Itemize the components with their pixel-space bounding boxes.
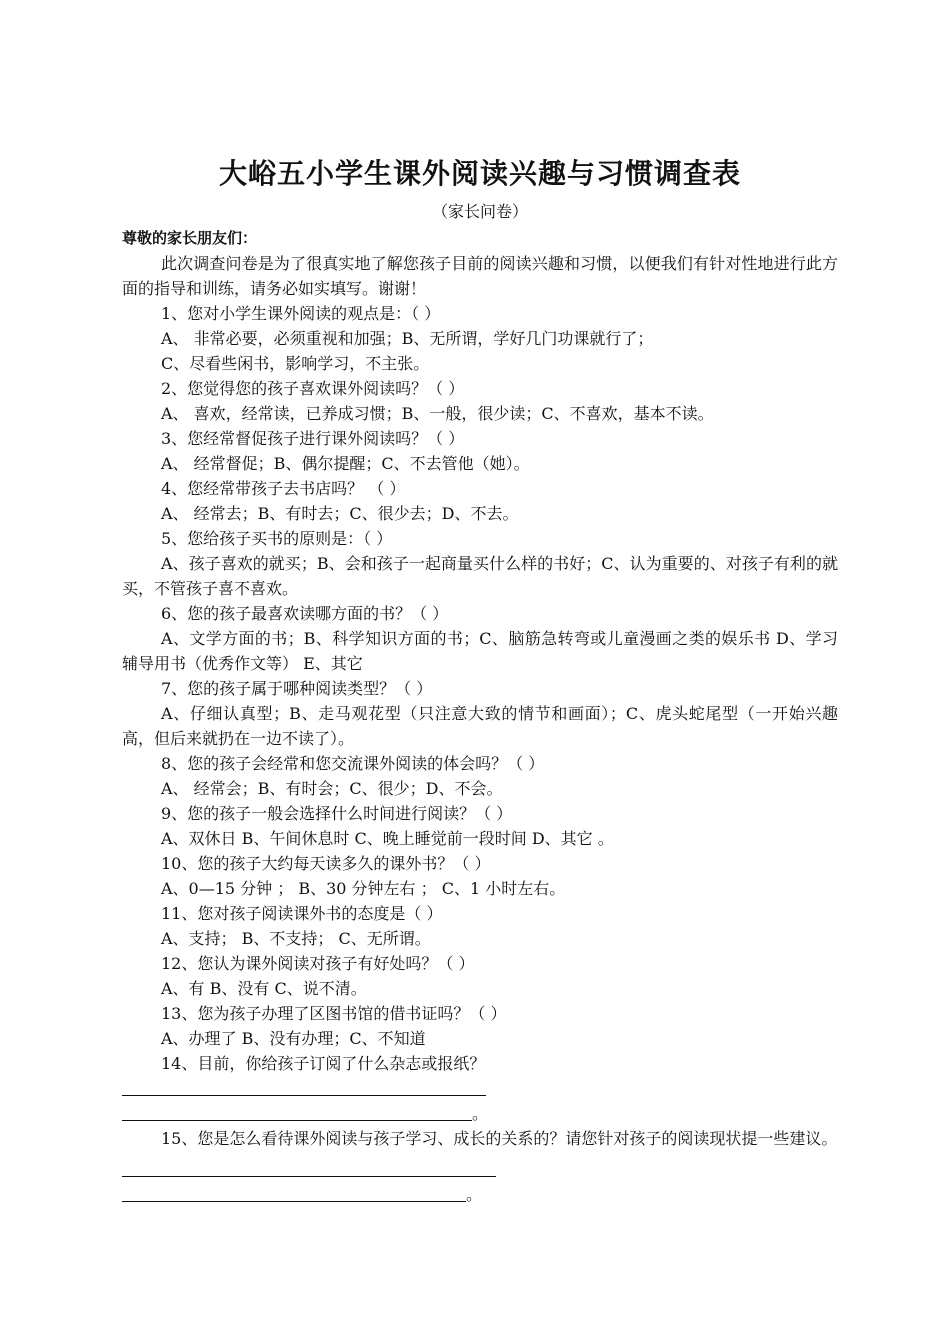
question-6-options: A、文学方面的书；B、科学知识方面的书；C、脑筋急转弯或儿童漫画之类的娱乐书 D、学习辅导用书（优秀作文等） E、其它 xyxy=(122,629,838,673)
question-1-options-a: A、 非常必要，必须重视和加强；B、无所谓，学好几门功课就行了； xyxy=(161,329,654,348)
question-7: 7、您的孩子属于哪种阅读类型？（ ） xyxy=(161,679,433,698)
questionnaire-body xyxy=(122,226,838,1207)
question-3-options: A、 经常督促；B、偶尔提醒；C、不去管他（她）。 xyxy=(161,454,530,473)
question-12-options: A、有 B、没有 C、说不清。 xyxy=(161,979,367,998)
question-10: 10、您的孩子大约每天读多久的课外书？（ ） xyxy=(161,854,491,873)
question-14-answer-line-1[interactable] xyxy=(122,1076,838,1101)
question-2-options: A、 喜欢，经常读，已养成习惯；B、一般，很少读；C、不喜欢，基本不读。 xyxy=(161,404,714,423)
question-12: 12、您认为课外阅读对孩子有好处吗？（ ） xyxy=(161,954,475,973)
intro-paragraph: 此次调查问卷是为了很真实地了解您孩子目前的阅读兴趣和习惯，以便我们有针对性地进行此方面的指导和训练，请务必如实填写。谢谢！ xyxy=(122,254,838,298)
page-title: 大峪五小学生课外阅读兴趣与习惯调查表 xyxy=(218,157,741,190)
question-11-options: A、支持； B、不支持； C、无所谓。 xyxy=(161,929,431,948)
question-14-answer-line-2[interactable] xyxy=(122,1101,838,1126)
question-1-options-c: C、尽看些闲书，影响学习，不主张。 xyxy=(161,354,430,373)
question-14: 14、目前，你给孩子订阅了什么杂志或报纸？ xyxy=(161,1054,486,1073)
question-8: 8、您的孩子会经常和您交流课外阅读的体会吗？（ ） xyxy=(161,754,545,773)
question-15-answer-line-1[interactable] xyxy=(122,1157,838,1182)
question-5-options: A、孩子喜欢的就买；B、会和孩子一起商量买什么样的书好；C、认为重要的、对孩子有利的就买，不管孩子喜不喜欢。 xyxy=(122,554,838,598)
question-15-answer-line-2[interactable] xyxy=(122,1182,838,1207)
question-4-options: A、 经常去；B、有时去；C、很少去；D、不去。 xyxy=(161,504,519,523)
question-11: 11、您对孩子阅读课外书的态度是（ ） xyxy=(161,904,443,923)
question-6: 6、您的孩子最喜欢读哪方面的书？（ ） xyxy=(161,604,449,623)
question-3: 3、您经常督促孩子进行课外阅读吗？（ ） xyxy=(161,429,465,448)
question-1: 1、您对小学生课外阅读的观点是：（ ） xyxy=(161,304,441,323)
question-7-options: A、仔细认真型；B、走马观花型（只注意大致的情节和画面）；C、虎头蛇尾型（一开始兴趣高，但后来就扔在一边不读了）。 xyxy=(122,704,838,748)
question-13: 13、您为孩子办理了区图书馆的借书证吗？（ ） xyxy=(161,1004,507,1023)
question-2: 2、您觉得您的孩子喜欢课外阅读吗？（ ） xyxy=(161,379,465,398)
question-4: 4、您经常带孩子去书店吗？ （ ） xyxy=(161,479,406,498)
question-8-options: A、 经常会；B、有时会；C、很少；D、不会。 xyxy=(161,779,503,798)
question-9-options: A、双休日 B、午间休息时 C、晚上睡觉前一段时间 D、其它 。 xyxy=(161,829,614,848)
question-10-options: A、0—15 分钟 ； B、30 分钟左右 ； C、1 小时左右。 xyxy=(161,879,566,898)
end-mark: 。 xyxy=(466,1185,483,1204)
end-mark: 。 xyxy=(472,1104,489,1123)
question-5: 5、您给孩子买书的原则是：（ ） xyxy=(161,529,393,548)
page-subtitle: （家长问卷） xyxy=(431,202,528,221)
question-9: 9、您的孩子一般会选择什么时间进行阅读？（ ） xyxy=(161,804,513,823)
question-15: 15、您是怎么看待课外阅读与孩子学习、成长的关系的？请您针对孩子的阅读现状提一些建议。 xyxy=(161,1129,838,1148)
salutation: 尊敬的家长朋友们： xyxy=(122,229,258,247)
question-13-options: A、办理了 B、没有办理；C、不知道 xyxy=(161,1029,426,1048)
